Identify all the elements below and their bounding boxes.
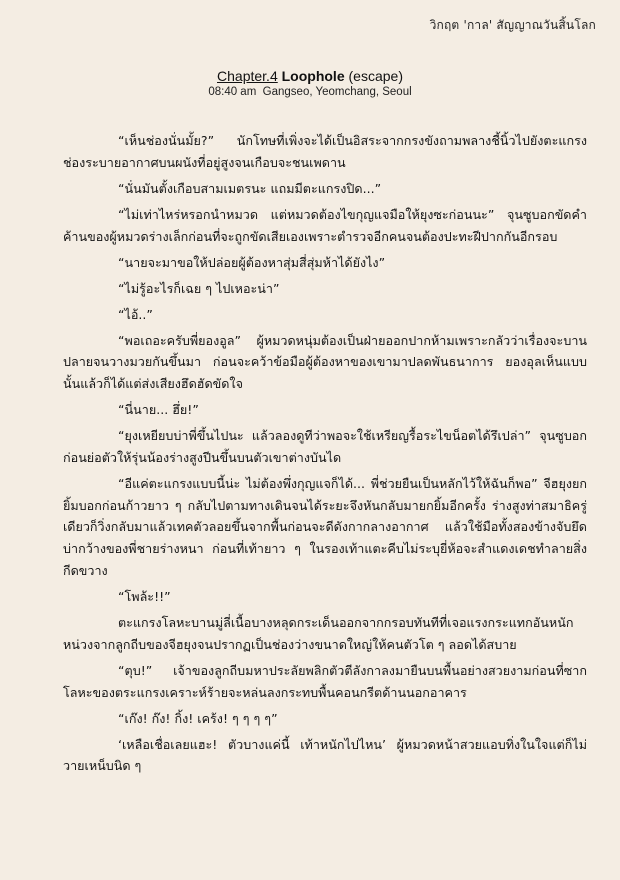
chapter-title-line bbox=[0, 68, 620, 85]
paragraph: “โพล้ะ!!” bbox=[118, 589, 171, 605]
paragraph: “ยุงเหยียบบ่าพี่ขึ้นไปนะ แล้วลองดูทีว่าพอจะใช้เหรียญรื้อระไขน็อตได้รึเปล่า” จุนซูบอกก่อนย่อตัวให้รุ่นน้องร่างสูงปีนขึ้นบนตัวเขาต่างบันได bbox=[63, 428, 587, 465]
paragraph: “นั่นมันตั้งเกือบสามเมตรนะ แถมมีตะแกรงปิด...” bbox=[118, 180, 382, 196]
paragraph: “ไอ้..” bbox=[118, 306, 153, 322]
chapter-time: 08:40 am bbox=[208, 86, 257, 98]
chapter-number: Chapter.4 bbox=[217, 68, 278, 84]
chapter-time-location bbox=[0, 85, 620, 99]
paragraph: “นี่นาย... ฮึ่ย!” bbox=[118, 402, 199, 418]
paragraph: “อีแค่ตะแกรงแบบนี้น่ะ ไม่ต้องพึ่งกุญแจก็ได้... พี่ช่วยยืนเป็นหลักไว้ให้ฉันก็พอ” จีฮยุงยกยิ้มบอกก่อนก้าวยาว ๆ กลับไปตามทางเดินจนได้ระยะจึงหันกลับมายกยิ้มอีกครั้ง ร่างสูงท่าสมาธิครู่เดียวก็วิ่งกลับมาแล้วเทคตัวลอยขึ้นจากพื้นก่อนจะดีดังกากลางอากาศ แล้วใช้มือทั้งสองข้างจับยึดบ่ากว้างของพี่ชายร่างหนา ก่อนที่เท้ายาว ๆ ในรองเท้าแตะคีบไม่ระบุยี่ห้อจะสำแดงเดชทำลายสิ่งกีดขวาง bbox=[63, 475, 587, 579]
paragraph: ‘เหลือเชื่อเลยแฮะ! ตัวบางแค่นี้ เท้าหนักไปไหน’ ผู้หมวดหน้าสวยแอบทิ่งในใจแต่ก็ไม่วายเหน็บนิด ๆ bbox=[63, 736, 587, 774]
paragraph: “ไม่รู้อะไรก็เฉย ๆ ไปเหอะน่า” bbox=[118, 280, 280, 296]
chapter-body bbox=[63, 130, 587, 781]
paragraph: “เห็นช่องนั่นมั้ย?” นักโทษที่เพิ่งจะได้เป็นอิสระจากกรงขังถามพลางชี้นิ้วไปยังตะแกรงช่องระบายอากาศบนผนังที่อยู่สูงจนเกือบจะชนเพดาน bbox=[63, 133, 587, 170]
paragraph: “ไม่เท่าไหร่หรอกนำหมวด แต่หมวดต้องไขกุญแจมือให้ยุงซะก่อนนะ” จุนซูบอกขัดคำค้านของผู้หมวดร่างเล็กก่อนที่จะถูกขัดเสียเองเพราะตำรวจอีกคนจนต้องปะทะฝีปากกันอีกรอบ bbox=[63, 206, 587, 244]
chapter-title-note: (escape) bbox=[348, 68, 403, 84]
paragraph: “พอเถอะครับพี่ยองอูล” ผู้หมวดหนุ่มต้องเป็นฝ่ายออกปากห้ามเพราะกลัวว่าเรื่องจะบานปลายจนวางมวยกันขึ้นมา ก่อนจะคว้าข้อมือผู้ต้องหาของเขามาปลดพันธนาการ ยองอุลเห็นแบบนั้นแล้วก็ได้แต่ส่งเสียงฮึดฮัดขัดใจ bbox=[63, 332, 587, 392]
chapter-title: Loophole bbox=[281, 68, 345, 84]
paragraph: “เก๊ง! ก๊ง! กิ้ง! เคร้ง! ๆ ๆ ๆ ๆ” bbox=[118, 710, 278, 726]
paragraph: ตะแกรงโลหะบานมู่ลี่เนื้อบางหลุดกระเด็นออกจากกรอบทันทีที่เจอแรงกระแทกอันหนักหน่วงจากลูกถีบของจีฮยุงจนปรากฏเป็นช่องว่างขนาดใหญ่ให้คนตัวโต ๆ ลอดได้สบาย bbox=[63, 615, 574, 652]
running-header-title: วิกฤต 'กาล' สัญญาณวันสิ้นโลก bbox=[429, 18, 596, 32]
paragraph: “ตุบ!” เจ้าของลูกถีบมหาประลัยพลิกตัวตีลังกาลงมายืนบนพื้นอย่างสวยงามก่อนที่ซากโลหะของตระแกรงเคราะห์ร้ายจะหล่นลงกระทบพื้นคอนกรีตด้านนอกอาคาร bbox=[63, 662, 587, 700]
paragraph: “นายจะมาขอให้ปล่อยผู้ต้องหาสุ่มสี่สุ่มห้าได้ยังไง” bbox=[118, 254, 386, 270]
chapter-location: Gangseo, Yeomchang, Seoul bbox=[262, 86, 412, 98]
chapter-heading bbox=[0, 68, 620, 99]
